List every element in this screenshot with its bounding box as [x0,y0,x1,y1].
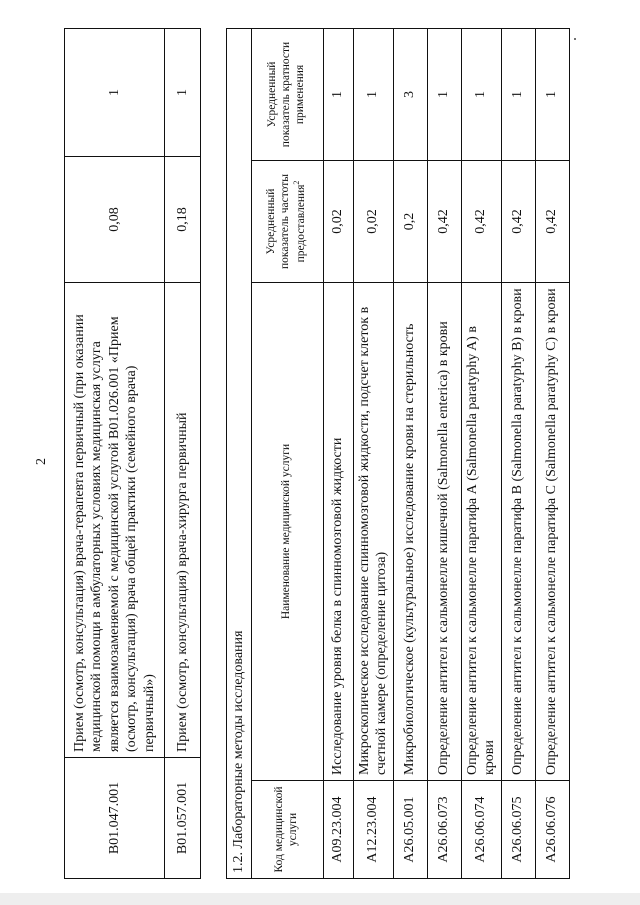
multiplicity-value: 1 [501,28,535,160]
page-number: 2 [34,458,49,465]
multiplicity-value: 1 [427,28,461,160]
frequency-value: 0,42 [427,161,461,283]
section-title-row [227,28,252,878]
header-frequency: Усредненный показатель частоты предоставления$^2$ [251,161,323,283]
frequency-value: 0,02 [323,161,353,283]
frequency-value: 0,08 [65,157,165,283]
service-code: A26.05.001 [393,781,427,879]
service-name: Прием (осмотр, консультация) врача-терапевта первичный (при оказании медицинской помощи в амбулаторных условиях медицинская услуга является взаимозаменяемой с медицинской услугой B01.026.001 «Прием (осмотр, консультация) врача общей практики (семейного врача) первичный») [65,283,165,758]
service-code: A26.06.075 [501,781,535,879]
footnote-mark: 2 [292,180,302,185]
service-code: A12.23.004 [353,781,393,879]
service-code: A09.23.004 [323,781,353,879]
header-multiplicity: Усредненный показатель кратности применения [251,28,323,160]
frequency-value: 0,42 [535,161,569,283]
multiplicity-value: 1 [535,28,569,160]
multiplicity-value: 1 [461,28,501,160]
service-name: Прием (осмотр, консультация) врача-хирурга первичный [165,283,201,758]
header-name: Наименование медицинской услуги [251,283,323,781]
table-row [461,28,501,878]
table-row [501,28,535,878]
frequency-value: 0,42 [501,161,535,283]
table-row [165,29,201,879]
header-code: Код медицинской услуги [251,781,323,879]
frequency-value: 0,2 [393,161,427,283]
frequency-value: 0,02 [353,161,393,283]
service-code: A26.06.073 [427,781,461,879]
table-row [427,28,461,878]
table-row [393,28,427,878]
service-code: B01.047.001 [65,758,165,879]
section-title: 1.2. Лабораторные методы исследования [227,28,252,878]
frequency-value: 0,18 [165,157,201,283]
multiplicity-value: 1 [165,29,201,157]
services-table-continued [64,28,201,879]
multiplicity-value: 3 [393,28,427,160]
table-row [353,28,393,878]
multiplicity-value: 1 [353,28,393,160]
service-code: A26.06.074 [461,781,501,879]
service-name: Определение антител к сальмонелле паратифа А (Salmonella paratyphy A) в крови [461,283,501,781]
service-name: Определение антител к сальмонелле паратифа В (Salmonella paratyphy B) в крови [501,283,535,781]
service-name: Микроскопическое исследование спинномозговой жидкости, подсчет клеток в счетной камере (определение цитоза) [353,283,393,781]
table-row [65,29,165,879]
multiplicity-value: 1 [65,29,165,157]
service-name: Микробиологическое (культуральное) исследование крови на стерильность [393,283,427,781]
service-code: B01.057.001 [165,758,201,879]
table-row [535,28,569,878]
header-row [251,28,323,878]
service-name: Исследование уровня белка в спинномозговой жидкости [323,283,353,781]
multiplicity-value: 1 [323,28,353,160]
lab-methods-table [226,28,570,879]
table-row [323,28,353,878]
service-code: A26.06.076 [535,781,569,879]
frequency-value: 0,42 [461,161,501,283]
service-name: Определение антител к сальмонелле кишечной (Salmonella enterica) в крови [427,283,461,781]
service-name: Определение антител к сальмонелле паратифа С (Salmonella paratyphy C) в крови [535,283,569,781]
